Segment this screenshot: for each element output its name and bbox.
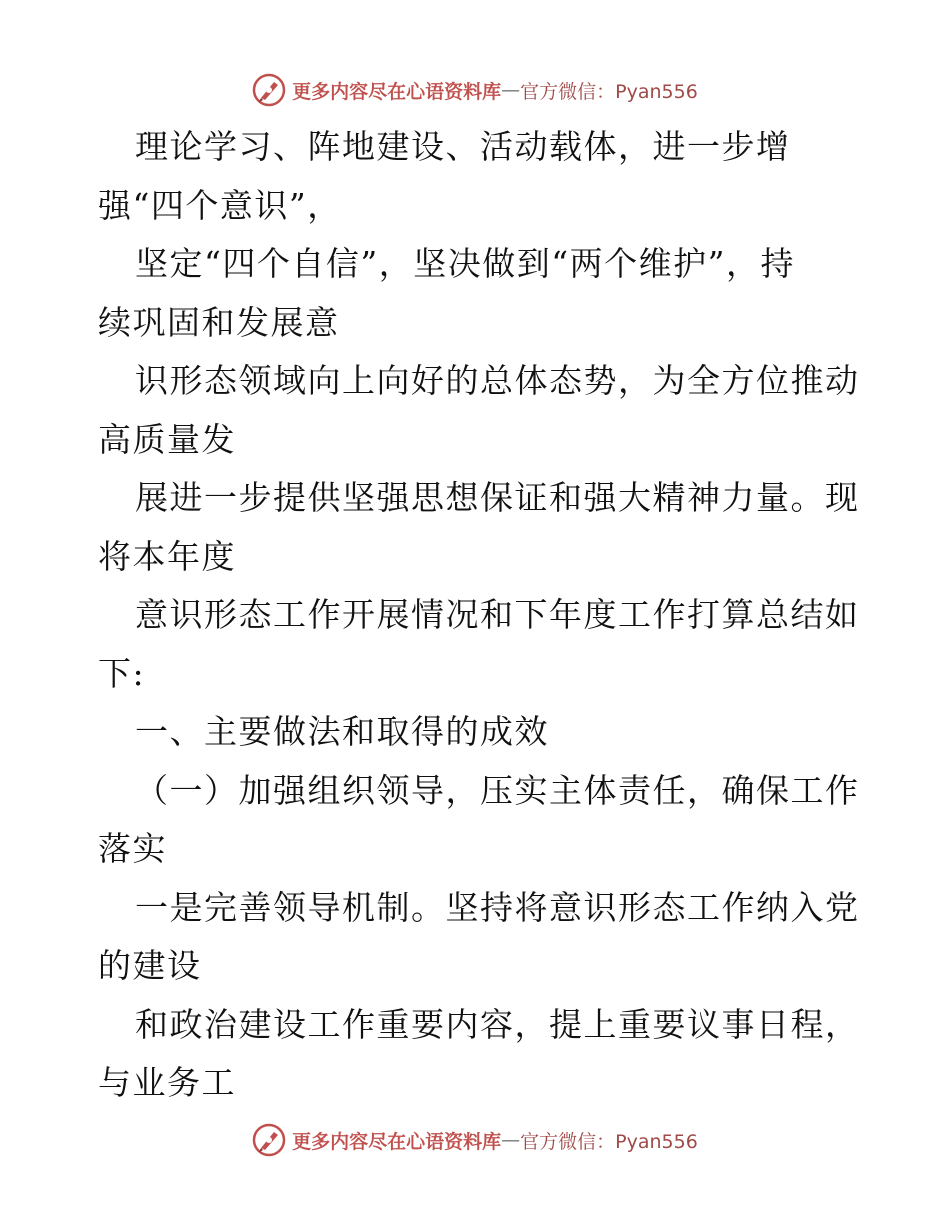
document-body: [98, 118, 858, 1113]
body-line: 高质量发: [98, 419, 236, 459]
body-line: 展进一步提供坚强思想保证和强大精神力量。现: [135, 478, 860, 517]
header-wechat-text: 官方微信：Pyan556: [520, 80, 698, 103]
body-line: 坚定“四个自信”，坚决做到“两个维护”，持: [135, 244, 795, 283]
section-heading: 一、主要做法和取得的成效: [135, 712, 549, 751]
body-line: 续巩固和发展意: [98, 302, 340, 342]
body-line: 强“四个意识”，: [98, 185, 342, 225]
footer-banner: [0, 1120, 950, 1160]
body-line: 将本年度: [98, 536, 236, 576]
quill-pen-logo-icon: [252, 1123, 286, 1157]
footer-site-name: 更多内容尽在心语资料库: [292, 1130, 502, 1153]
body-line: 和政治建设工作重要内容，提上重要议事日程，: [135, 1004, 860, 1044]
footer-separator: —: [501, 1129, 521, 1151]
body-line: 一是完善领导机制。坚持将意识形态工作纳入党: [135, 887, 860, 927]
footer-wechat-text: 官方微信：Pyan556: [520, 1130, 698, 1153]
header-banner: [0, 70, 950, 110]
subsection-heading: （一）加强组织领导，压实主体责任，确保工作: [135, 770, 860, 810]
body-line: 的建设: [98, 946, 202, 985]
subsection-heading-continued: 落实: [98, 829, 167, 868]
header-site-name: 更多内容尽在心语资料库: [292, 80, 502, 103]
body-line: 与业务工: [98, 1063, 236, 1102]
body-line: 下:: [98, 653, 146, 693]
quill-pen-logo-icon: [252, 73, 286, 107]
body-line: 理论学习、阵地建设、活动载体，进一步增: [135, 127, 791, 166]
body-line: 识形态领域向上向好的总体态势，为全方位推动: [135, 361, 860, 400]
body-line: 意识形态工作开展情况和下年度工作打算总结如: [135, 595, 860, 634]
header-separator: —: [501, 79, 521, 101]
